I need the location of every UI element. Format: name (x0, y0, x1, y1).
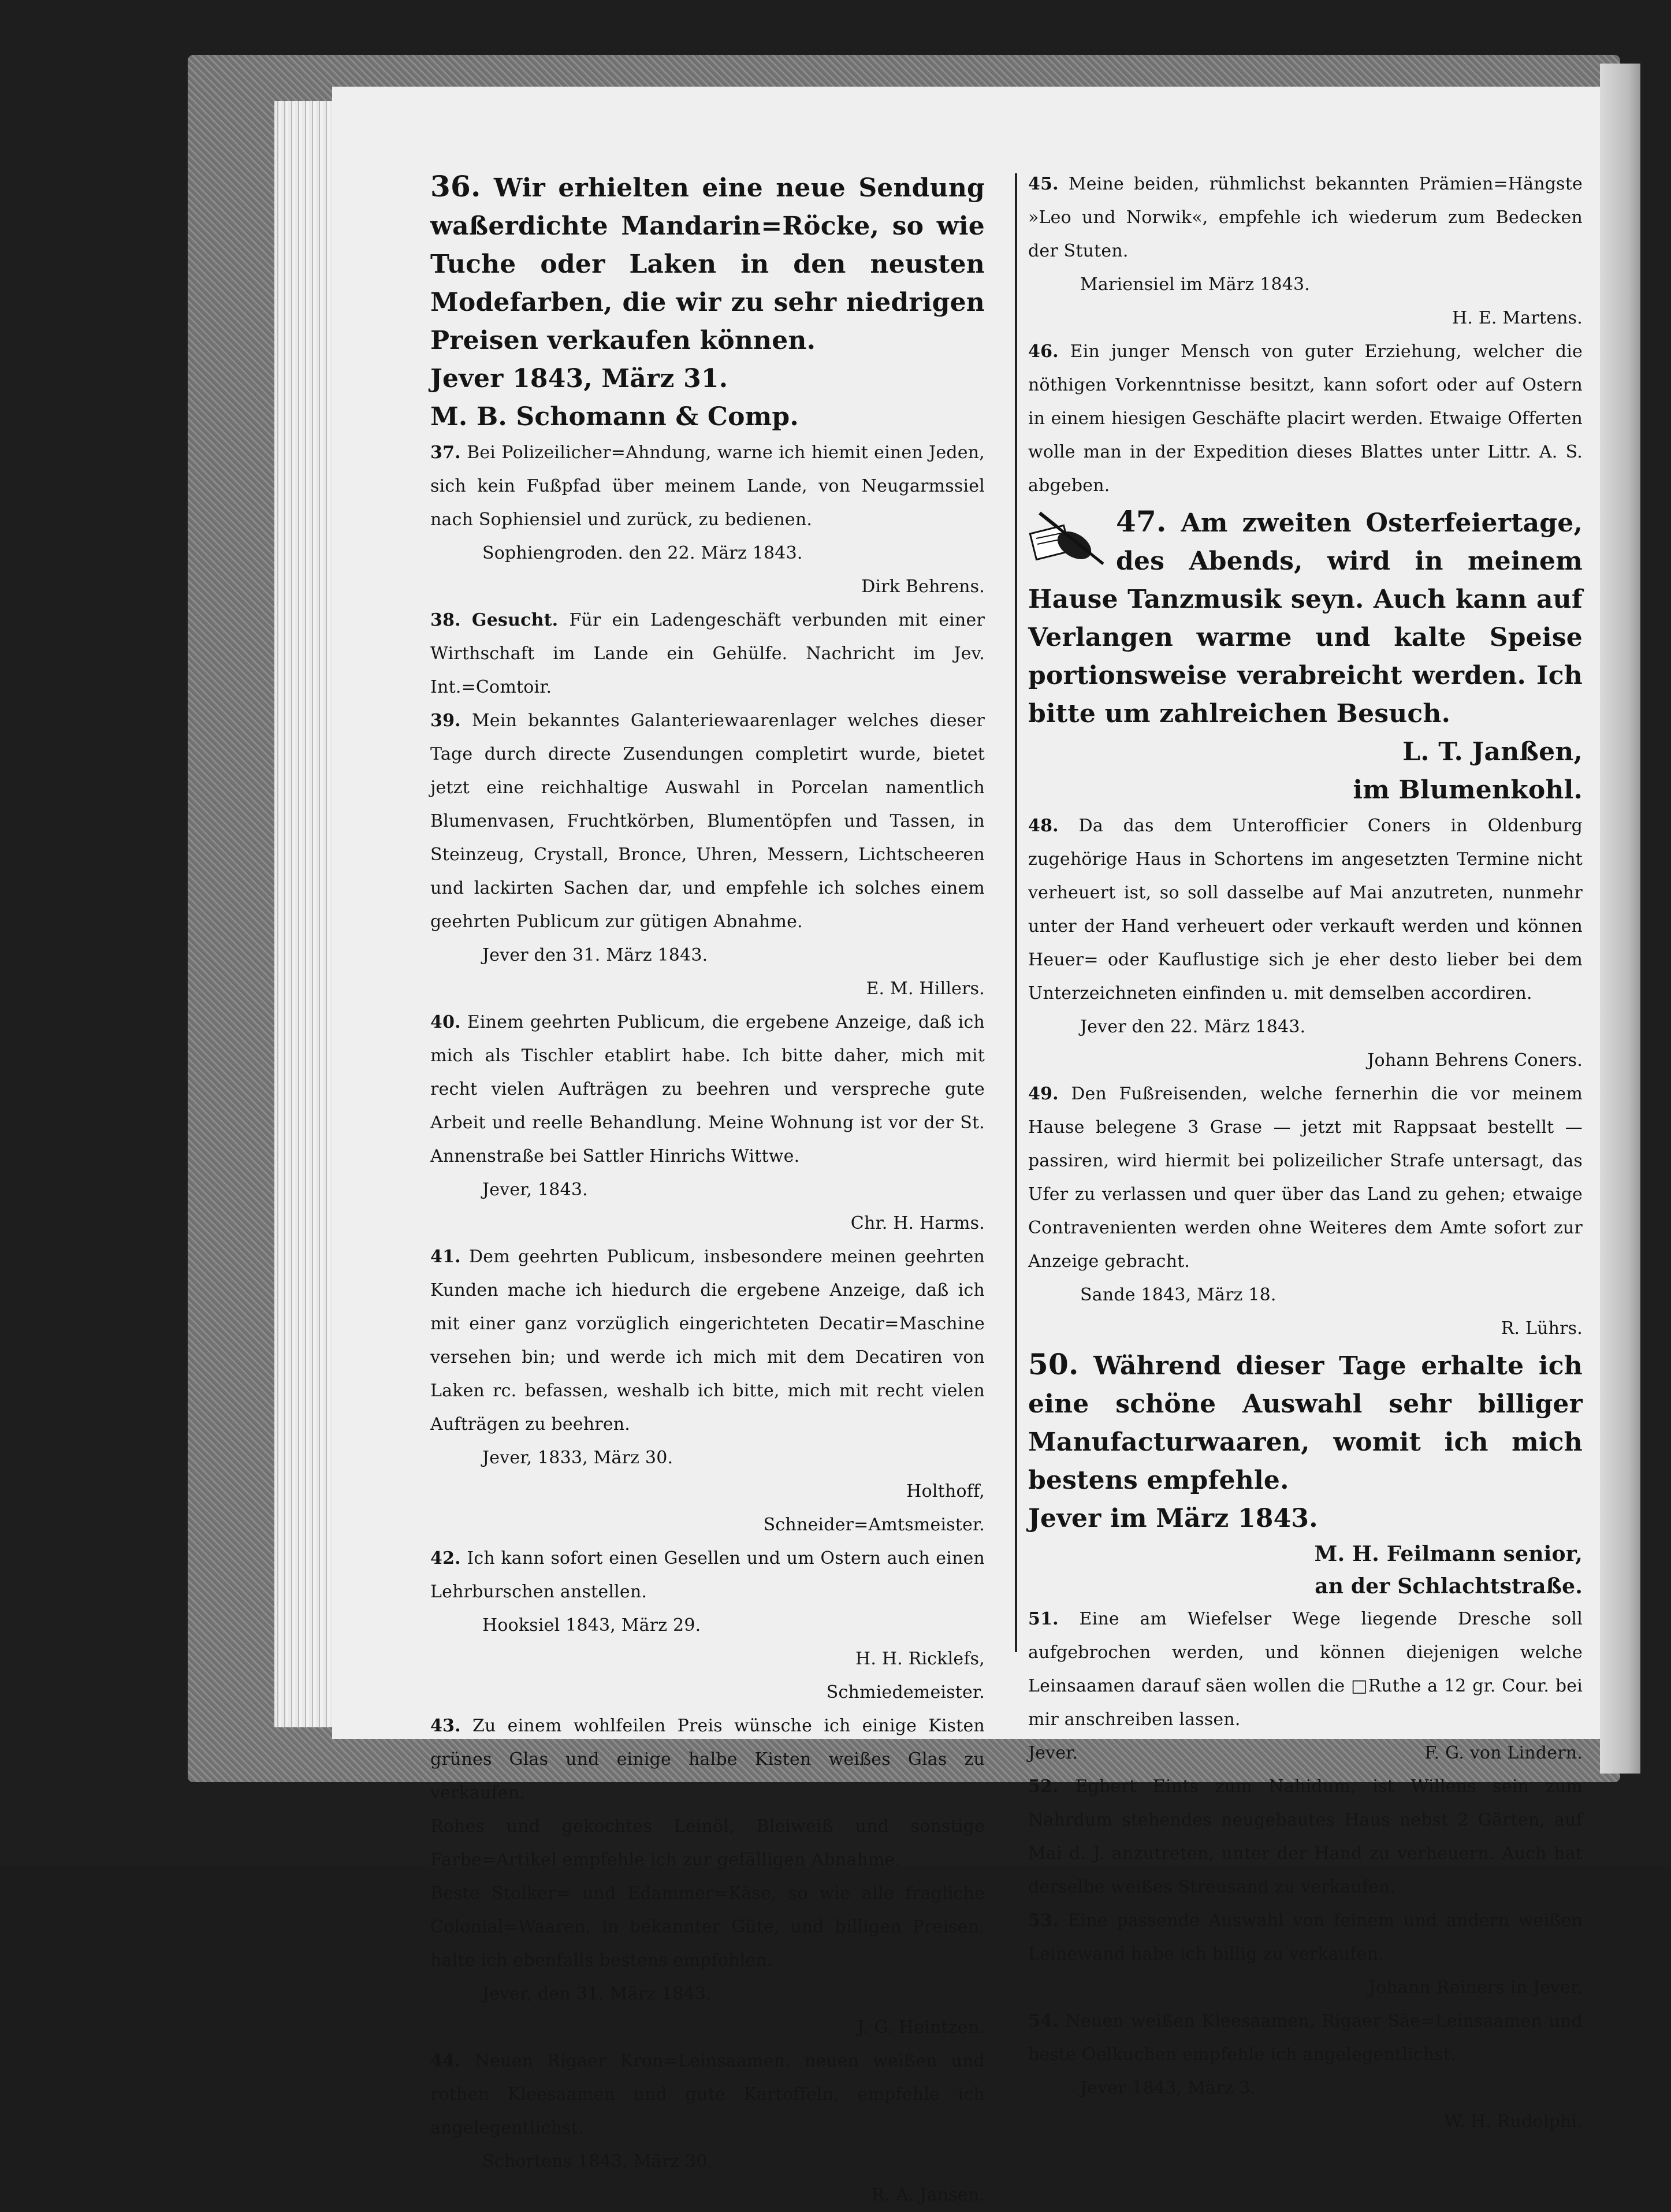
ad-place: Jever den 22. März 1843. (1080, 1017, 1306, 1037)
column-divider (1015, 173, 1017, 1652)
ad-place: Jever, 1833, März 30. (482, 1448, 673, 1468)
ad-51 (1028, 1603, 1583, 1770)
ad-signature: R. A. Jansen. (871, 2185, 985, 2205)
ad-text: Am zweiten Osterfeiertage, des Abends, wird in meinem Hause Tanzmusik seyn. Auch kann auf Verlangen warme und kalte Speise portionsweise verabreicht werden. Ich bitte um zahlreichen Besuch. (1028, 508, 1583, 728)
ad-50 (1028, 1345, 1583, 1538)
ad-place: Jever 1843, März 31. (430, 364, 728, 393)
ad-text: Ein junger Mensch von guter Erziehung, welcher die nöthigen Vorkenntnisse besitzt, kann sofort oder auf Ostern in einem hiesigen Geschäfte placirt werden. Etwaige Offerten wolle man in der Expedition dieses Blattes unter Littr. A. S. abgeben. (1028, 341, 1583, 496)
ad-number: 41. (430, 1247, 461, 1267)
ad-signature: W. H. Rudolphi. (1444, 2111, 1583, 2132)
ad-signature: J. G. Heintzen. (857, 2017, 985, 2038)
ad-place: Sande 1843, März 18. (1080, 1285, 1276, 1305)
ad-36 (430, 168, 985, 436)
ad-signature: Chr. H. Harms. (850, 1213, 985, 1233)
ad-42 (430, 1542, 985, 1709)
ad-text: Für ein Ladengeschäft verbunden mit einer Wirthschaft im Lande ein Gehülfe. Nachricht im Jev. Int.=Comtoir. (430, 610, 985, 697)
ad-40 (430, 1006, 985, 1240)
ad-number: 53. (1028, 1910, 1059, 1931)
ad-place: Jever den 31. März 1843. (482, 945, 708, 965)
left-column (430, 168, 985, 2212)
ad-41 (430, 1240, 985, 1542)
ad-number: 48. (1028, 816, 1059, 836)
ad-place: Jever, den 31. März 1843. (482, 1984, 712, 2004)
ad-place: Jever. (1028, 1743, 1078, 1763)
ad-text-2: Rohes und gekochtes Leinöl, Bleiweiß und sonstige Farbe=Artikel empfehle ich zur gefälligen Abnahme. (430, 1816, 985, 1870)
ad-signature: Johann Behrens Coners. (1367, 1050, 1583, 1070)
ad-text: Eine am Wiefelser Wege liegende Dresche soll aufgebrochen werden, und können diejenigen welche Leinsaamen darauf säen wollen die □Ruthe a 12 gr. Cour. bei mir anschreiben lassen. (1028, 1609, 1583, 1730)
ad-number: 36. (430, 169, 481, 203)
ad-signature-title: Schmiedemeister. (826, 1682, 985, 1702)
ad-46 (1028, 335, 1583, 503)
ad-43 (430, 1709, 985, 2044)
facing-page-edge (1600, 64, 1640, 1774)
ad-text: Bei Polizeilicher=Ahndung, warne ich hiemit einen Jeden, sich kein Fußpfad über meinem Lande, von Neugarmssiel nach Sophiensiel und zurück, zu bedienen. (430, 443, 985, 530)
page-edges (274, 101, 338, 1727)
ad-text: Zu einem wohlfeilen Preis wünsche ich einige Kisten grünes Glas und einige halbe Kisten weißes Glas zu verkaufen. (430, 1716, 985, 1803)
ad-text: Ich kann sofort einen Gesellen und um Ostern auch einen Lehrburschen anstellen. (430, 1548, 985, 1602)
ad-text: Einem geehrten Publicum, die ergebene Anzeige, daß ich mich als Tischler etablirt habe. Ich bitte daher, mich mit recht vielen Aufträgen zu beehren und verspreche gute Arbeit und reelle Behandlung. Meine Wohnung ist vor der St. Annenstraße bei Sattler Hinrichs Wittwe. (430, 1012, 985, 1166)
ad-signature: E. M. Hillers. (866, 979, 985, 999)
right-column (1028, 168, 1583, 2139)
ad-signature: Johann Reiners in Jever. (1368, 1977, 1583, 1998)
ad-number: 38. (430, 610, 461, 630)
ad-38 (430, 604, 985, 704)
ad-50-signature-block (1028, 1538, 1583, 1603)
ad-number: 47. (1116, 504, 1167, 538)
ad-text: Neuen Rigaer Kron=Leinsaamen, neuen weißen und rothen Kleesaamen und gute Kartoffeln, empfehle ich angelegentlichst. (430, 2051, 985, 2138)
ad-signature: R. Lührs. (1501, 1318, 1583, 1339)
ad-text: Meine beiden, rühmlichst bekannten Prämien=Hängste »Leo und Norwik«, empfehle ich wiederum zum Bedecken der Stuten. (1028, 174, 1583, 261)
ad-signature: M. H. Feilmann senior, (1314, 1542, 1583, 1566)
ad-44 (430, 2044, 985, 2212)
ad-text: Da das dem Unterofficier Coners in Oldenburg zugehörige Haus in Schortens im angesetzten Termine nicht verheuert ist, so soll dasselbe auf Mai anzutreten, nunmehr unter der Hand verheuert oder verkauft werden und können Heuer= oder Kauflustige sich je eher desto lieber bei dem Unterzeichneten einfinden u. mit demselben accordiren. (1028, 816, 1583, 1003)
ad-number: 52. (1028, 1776, 1059, 1797)
ad-number: 42. (430, 1548, 461, 1568)
ad-place: Jever im März 1843. (1028, 1504, 1318, 1533)
ad-text-3: Beste Stolker= und Edammer=Käse, so wie alle fragliche Colonial=Waaren, in bekannter Güte, und billigen Preisen, halte ich ebenfalls bestens empfohlen. (430, 1883, 985, 1971)
ad-49 (1028, 1077, 1583, 1345)
ad-place: Sophiengroden. den 22. März 1843. (482, 543, 803, 563)
ad-number: 40. (430, 1012, 461, 1032)
ad-39 (430, 704, 985, 1006)
ad-number: 39. (430, 711, 461, 731)
ad-text: Mein bekanntes Galanteriewaarenlager welches dieser Tage durch directe Zusendungen completirt wurde, bietet jetzt eine reichhaltige Auswahl in Porcelan namentlich Blumenvasen, Fruchtkörben, Blumentöpfen und Tassen, in Steinzeug, Crystall, Bronce, Uhren, Messern, Lichtscheeren und lackirten Sachen dar, und empfehle ich solches einem geehrten Publicum zur gütigen Abnahme. (430, 711, 985, 932)
ad-signature-title: im Blumenkohl. (1353, 775, 1583, 805)
ad-text: Den Fußreisenden, welche fernerhin die vor meinem Hause belegene 3 Grase — jetzt mit Rappsaat bestellt — passiren, wird hiermit bei polizeilicher Strafe untersagt, das Ufer zu verlassen und quer über das Land zu gehen; etwaige Contravenienten werden ohne Weiteres dem Amte sofort zur Anzeige gebracht. (1028, 1084, 1583, 1272)
ad-37 (430, 436, 985, 604)
ad-47 (1028, 503, 1583, 809)
ad-number: 46. (1028, 341, 1059, 362)
ad-number: 44. (430, 2051, 461, 2071)
ad-48 (1028, 809, 1583, 1077)
ad-signature: F. G. von Lindern. (1424, 1743, 1583, 1763)
ad-signature: H. H. Ricklefs, (855, 1649, 985, 1669)
ad-number: 45. (1028, 174, 1059, 194)
ad-signature: Dirk Behrens. (861, 577, 985, 597)
ad-heading: Gesucht. (471, 610, 559, 630)
ad-text: Dem geehrten Publicum, insbesondere meinen geehrten Kunden mache ich hiedurch die ergebene Anzeige, daß ich mit einer ganz vorzüglich eingerichteten Decatir=Maschine versehen bin; und werde ich mich mit dem Decatiren von Laken rc. befassen, weshalb ich bitte, mich mit recht vielen Aufträgen zu beehren. (430, 1247, 985, 1434)
ad-signature: H. E. Martens. (1452, 308, 1583, 328)
ad-text: Egbert Eints zum Nahidum, ist Willens sein zum Nahrdum stehendes neugebautes Haus nebst 2 Gärten, auf Mai d. J. anzutreten, unter der Hand zu verheuern. Auch hat derselbe weißes Streusand zu verkaufen. (1028, 1776, 1583, 1897)
ad-text: Neuen weißen Kleesaamen, Rigaer Säe=Leinsaamen und beste Oelkuchen empfehle ich angelegentlichst. (1028, 2011, 1583, 2065)
ad-52 (1028, 1770, 1583, 1904)
ad-place: Jever, 1843. (482, 1180, 588, 1200)
ad-place-and-signature (1028, 1737, 1583, 1770)
ad-place: Jever 1843, März 3. (1080, 2078, 1256, 2098)
ad-number: 37. (430, 443, 461, 463)
ad-signature: L. T. Janßen, (1402, 737, 1583, 767)
ad-text: Wir erhielten eine neue Sendung waßerdichte Mandarin=Röcke, so wie Tuche oder Laken in den neusten Modefarben, die wir zu sehr niedrigen Preisen verkaufen können. (430, 173, 985, 355)
ad-signature: Holthoff, (906, 1481, 985, 1501)
ad-signature-title: Schneider=Amtsmeister. (763, 1515, 985, 1535)
ad-signature: M. B. Schomann & Comp. (430, 402, 799, 432)
ad-number: 43. (430, 1716, 461, 1736)
ad-number: 49. (1028, 1084, 1059, 1104)
ad-45 (1028, 168, 1583, 335)
ad-place: Schortens 1843, März 30. (482, 2151, 713, 2172)
ad-number: 50. (1028, 1347, 1079, 1381)
ad-text: Während dieser Tage erhalte ich eine schöne Auswahl sehr billiger Manufacturwaaren, womit ich mich bestens empfehle. (1028, 1351, 1583, 1495)
violin-icon (1028, 506, 1109, 570)
ad-number: 54. (1028, 2011, 1059, 2031)
ad-place: Hooksiel 1843, März 29. (482, 1615, 701, 1635)
ad-53 (1028, 1904, 1583, 2005)
ad-place: Mariensiel im März 1843. (1080, 274, 1311, 295)
ad-signature-title: an der Schlachtstraße. (1315, 1574, 1583, 1598)
ad-54 (1028, 2005, 1583, 2139)
ad-text: Eine passende Auswahl von feinem und andern weißen Leinewand habe ich billig zu verkaufen. (1028, 1910, 1583, 1964)
ad-number: 51. (1028, 1609, 1059, 1629)
